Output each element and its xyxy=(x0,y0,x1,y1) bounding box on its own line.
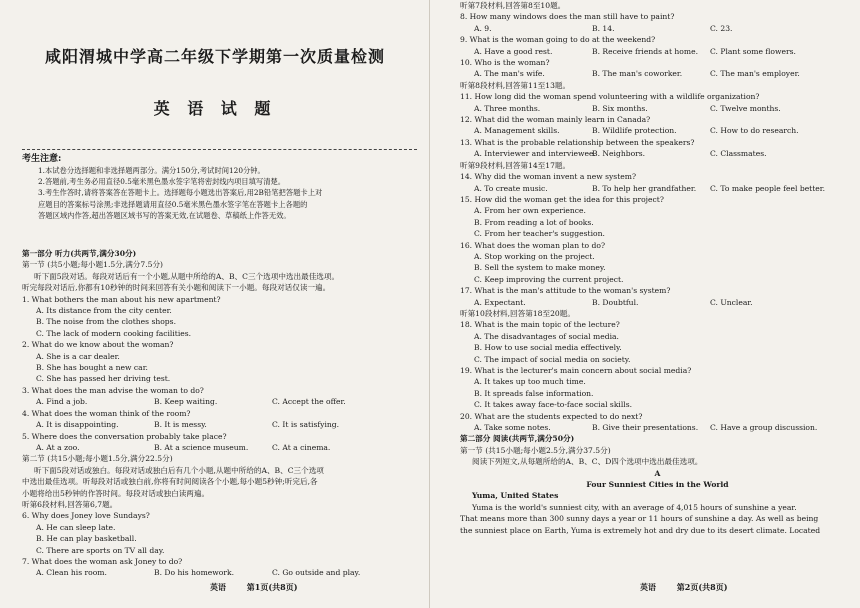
text-line: B. The noise from the clothes shops. xyxy=(36,317,176,327)
text-line: 听完每段对话后,你都有10秒钟的时间来回答有关小题和阅读下一小题。每段对话仅读一遍。 xyxy=(22,283,331,293)
text-line: Yuma is the world's sunniest city, with an average of 4,015 hours of sunshine a year. xyxy=(472,502,797,512)
text-line: 7. What does the woman ask Joney to do? xyxy=(22,556,183,566)
text-line: 第一节 (共5小题;每小题1.5分,满分7.5分) xyxy=(22,260,164,270)
text-line: 12. What did the woman mainly learn in Canada? xyxy=(460,115,651,125)
text-line: Yuma, United States xyxy=(472,491,559,501)
text-line: 阅读下列短文,从每题所给的A、B、C、D四个选项中选出最佳选项。 xyxy=(472,457,703,467)
option: A. The man's wife. xyxy=(474,69,545,79)
option: A. To create music. xyxy=(474,183,548,193)
option: B. Six months. xyxy=(592,103,648,113)
footer-subject: 英语 xyxy=(210,582,226,592)
text-line: C. The lack of modern cooking facilities. xyxy=(36,328,192,338)
notice-line: 应题目的答案标号涂黑;非选择题请用直径0.5毫米黑色墨水签字笔在答题卡上各题的 xyxy=(38,199,308,209)
text-line: 10. Who is the woman? xyxy=(460,58,550,68)
option: C. Go outside and play. xyxy=(272,568,361,578)
text-line: B. How to use social media effectively. xyxy=(474,343,622,353)
text-line: 听第9段材料,回答第14至17题。 xyxy=(460,160,571,170)
option: A. At a zoo. xyxy=(36,442,80,452)
footer-page-number: 第1页(共8页) xyxy=(246,582,298,592)
option-row xyxy=(22,419,417,430)
notice-line: 1.本试卷分选择题和非选择题两部分。满分150分,考试时间120分钟。 xyxy=(38,166,265,175)
page-footer xyxy=(210,582,316,593)
option-row xyxy=(22,396,417,407)
option: C. Twelve months. xyxy=(710,103,781,113)
option: A. It is disappointing. xyxy=(36,420,119,430)
text-line: 1. What bothers the man about his new apartment? xyxy=(22,294,221,304)
text-line: 5. Where does the conversation probably take place? xyxy=(22,431,227,441)
text-line: C. The impact of social media on society. xyxy=(474,354,631,364)
text-line: 听下面5段对话或独白。每段对话或独白后有几个小题,从题中所给的A、B、C三个选项 xyxy=(34,465,324,475)
option: B. 14. xyxy=(592,23,615,33)
option-row xyxy=(460,46,855,57)
option: A. Expectant. xyxy=(474,297,526,307)
option: C. How to do research. xyxy=(710,126,799,136)
option: B. The man's coworker. xyxy=(592,69,683,79)
text-line: B. Sell the system to make money. xyxy=(474,263,606,273)
option: C. Classmates. xyxy=(710,149,767,159)
text-line: C. She has passed her driving test. xyxy=(36,374,171,384)
option-row xyxy=(22,442,417,453)
text-line: B. He can play basketball. xyxy=(36,534,137,544)
option: A. Have a good rest. xyxy=(474,46,553,56)
exam-title: 咸阳渭城中学高二年级下学期第一次质量检测 xyxy=(44,47,385,66)
text-line: 听第10段材料,回答第18至20题。 xyxy=(460,308,575,318)
text-line: 19. What is the lecturer's main concern about social media? xyxy=(460,366,692,375)
text-line: 中选出最佳选项。听每段对话或独白前,你将有时间阅读各个小题,每小题5秒钟;听完后,各 xyxy=(22,477,318,487)
option: B. To help her grandfather. xyxy=(592,183,697,193)
option: B. At a science museum. xyxy=(154,442,249,452)
option-row xyxy=(460,183,855,194)
text-line: C. There are sports on TV all day. xyxy=(36,545,165,555)
option: B. Give their presentations. xyxy=(592,423,699,433)
page-2 xyxy=(430,0,860,608)
text-line: 小题将给出5秒钟的作答时间。每段对话或独白读两遍。 xyxy=(22,488,210,498)
option: C. At a cinema. xyxy=(272,442,331,452)
option: A. Management skills. xyxy=(474,126,560,136)
text-line: That means more than 300 sunny days a year or 11 hours of sunshine a day. As well as being xyxy=(460,514,819,524)
notice-line: 2.答题前,考生务必用直径0.5毫米黑色墨水签字笔将密封线内项目填写清楚。 xyxy=(38,177,286,187)
text-line: 第一部分 听力(共两节,满分30分) xyxy=(22,249,137,258)
text-line: 11. How long did the woman spend volunteering with a wildlife organization? xyxy=(460,92,760,102)
text-line: A. The disadvantages of social media. xyxy=(474,331,619,341)
notice-line: 3.考生作答时,请将答案答在答题卡上。选择题每小题选出答案后,用2B铅笔把答题卡上对 xyxy=(38,188,323,198)
text-line: 18. What is the main topic of the lecture? xyxy=(460,320,620,330)
text-line: 17. What is the man's attitude to the woman's system? xyxy=(460,286,671,296)
notice-block xyxy=(38,165,413,221)
notice-title: 考生注意: xyxy=(22,154,62,164)
option: A. 9. xyxy=(474,23,492,33)
question-column-2 xyxy=(460,0,855,536)
option: B. Do his homework. xyxy=(154,568,234,578)
text-line: 3. What does the man advise the woman to do? xyxy=(22,385,204,395)
text-line: C. Keep improving the current project. xyxy=(474,274,624,284)
page-footer xyxy=(640,582,746,593)
footer-page-number: 第2页(共8页) xyxy=(676,582,728,592)
option: B. Wildlife protection. xyxy=(592,126,677,136)
text-line: 听下面5段对话。每段对话后有一个小题,从题中所给的A、B、C三个选项中选出最佳选项。 xyxy=(34,271,340,281)
text-line: Four Sunniest Cities in the World xyxy=(586,480,729,490)
option-row xyxy=(460,103,855,114)
option-row xyxy=(22,567,417,578)
text-line: A. Its distance from the city center. xyxy=(36,306,172,316)
option: A. Find a job. xyxy=(36,397,88,407)
option-row xyxy=(460,23,855,34)
text-line: 听第8段材料,回答第11至13题。 xyxy=(460,80,571,90)
text-line: A. He can sleep late. xyxy=(36,522,116,532)
text-line: 第二节 (共15小题;每小题1.5分,满分22.5分) xyxy=(22,454,173,464)
exam-subject: 英 语 试 题 xyxy=(153,99,277,118)
text-line: 16. What does the woman plan to do? xyxy=(460,240,606,250)
option: A. Interviewer and interviewee. xyxy=(474,149,596,159)
option: B. Receive friends at home. xyxy=(592,46,698,56)
text-line: A. Stop working on the project. xyxy=(474,251,595,261)
notice-line: 答题区域内作答,超出答题区域书写的答案无效,在试题卷、草稿纸上作答无效。 xyxy=(38,210,291,220)
option: C. Have a group discussion. xyxy=(710,423,818,433)
text-line: A xyxy=(654,468,661,478)
text-line: A. It takes up too much time. xyxy=(474,377,586,387)
option-row xyxy=(460,125,855,136)
text-line: 听第6段材料,回答第6,7题。 xyxy=(22,499,118,509)
text-line: 6. Why does Joney love Sundays? xyxy=(22,511,150,521)
option: C. It is satisfying. xyxy=(272,420,340,430)
option-row xyxy=(460,422,855,433)
text-line: A. She is a car dealer. xyxy=(36,351,120,361)
text-line: 15. How did the woman get the idea for this project? xyxy=(460,194,664,204)
footer-subject: 英语 xyxy=(640,582,656,592)
option: C. Accept the offer. xyxy=(272,397,346,407)
option: A. Clean his room. xyxy=(36,568,107,578)
question-column-1 xyxy=(22,248,417,579)
text-line: 4. What does the woman think of the room? xyxy=(22,408,191,418)
option: B. Keep waiting. xyxy=(154,397,218,407)
text-line: A. From her own experience. xyxy=(474,206,586,216)
dashed-divider xyxy=(22,149,417,150)
option: A. Take some notes. xyxy=(474,423,551,433)
text-line: 8. How many windows does the man still have to paint? xyxy=(460,12,675,22)
option: C. Unclear. xyxy=(710,297,753,307)
text-line: B. It spreads false information. xyxy=(474,388,594,398)
text-line: C. It takes away face-to-face social skills. xyxy=(474,400,633,410)
option-row xyxy=(460,148,855,159)
text-line: 14. Why did the woman invent a new system? xyxy=(460,172,637,182)
text-line: B. From reading a lot of books. xyxy=(474,217,594,227)
option: C. The man's employer. xyxy=(710,69,800,79)
option: B. Neighbors. xyxy=(592,149,646,159)
option: C. 23. xyxy=(710,23,733,33)
option-row xyxy=(460,297,855,308)
text-line: C. From her teacher's suggestion. xyxy=(474,229,605,239)
text-line: 第一节 (共15小题;每小题2.5分,满分37.5分) xyxy=(460,445,611,455)
text-line: 第二部分 阅读(共两节,满分50分) xyxy=(460,434,575,444)
option: A. Three months. xyxy=(474,103,541,113)
text-line: 20. What are the students expected to do next? xyxy=(460,411,643,421)
text-line: 13. What is the probable relationship between the speakers? xyxy=(460,137,695,147)
text-line: 听第7段材料,回答第8至10题。 xyxy=(460,1,566,10)
option: B. Doubtful. xyxy=(592,297,639,307)
text-line: 2. What do we know about the woman? xyxy=(22,340,174,350)
option-row xyxy=(460,68,855,79)
option: C. Plant some flowers. xyxy=(710,46,796,56)
option: B. It is messy. xyxy=(154,420,207,430)
text-line: the sunniest place on Earth, Yuma is extremely hot and dry due to its desert climate. Located xyxy=(460,525,821,535)
text-line: 9. What is the woman going to do at the weekend? xyxy=(460,35,656,45)
text-line: B. She has bought a new car. xyxy=(36,363,148,373)
option: C. To make people feel better. xyxy=(710,183,825,193)
